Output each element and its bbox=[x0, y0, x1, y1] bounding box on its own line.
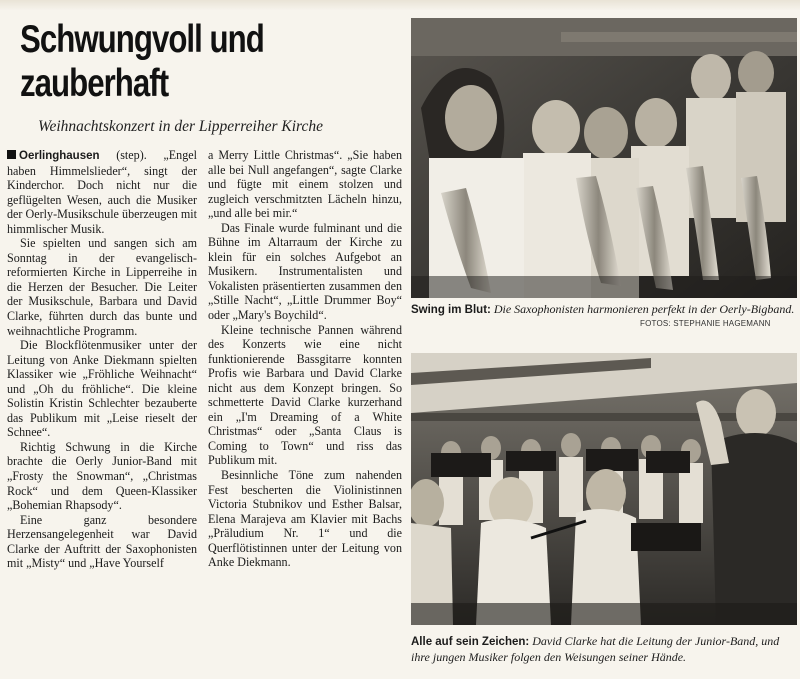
subtitle: Weihnachtskonzert in der Lipperreiher Kirche bbox=[38, 118, 323, 135]
lead-paragraph bbox=[7, 148, 197, 236]
headline-line-2: zauberhaft bbox=[20, 62, 169, 105]
paragraph: a Merry Little Christmas“. „Sie haben alle bei Null angefangen“, sagte Clarke und fügte mit einem stolzen und zugleich verschmitzten Lächeln hinzu, „und alle bei mir.“ bbox=[208, 148, 402, 221]
dateline: Oerlinghausen bbox=[19, 150, 100, 162]
paragraph: Sie spielten und sangen sich am Sonntag in der evangelisch-reformierten Kirche in Lipperreihe in die Herzen der Besucher. Die Leiter der Musikschule, Barbara und David Clarke, führten durch das bunte und weihnachtliche Programm. bbox=[7, 236, 197, 338]
paragraph: Die Blockflötenmusiker unter der Leitung von Anke Diekmann spielten Klassiker wie „Fröhliche Weihnacht“ und „Oh du fröhliche“. Die kleine Solistin Kristin Schlechter bezauberte das Publikum mit „Leise rieselt der Schnee“. bbox=[7, 338, 197, 440]
lead-text: (step). „Engel haben Himmelslieder“, singt der Kinderchor. Doch nicht nur die geflügelten Wesen, auch die Musiker der Oerly-Musikschule überzeugen mit himmlischer Musik. bbox=[7, 148, 197, 236]
caption-lead: Swing im Blut: bbox=[411, 304, 491, 316]
junior-band-photo bbox=[411, 353, 797, 625]
photo-2-caption bbox=[411, 634, 799, 665]
paragraph: Das Finale wurde fulminant und die Bühne im Altarraum der Kirche zu klein für ein solches Aufgebot an Musikern. Instrumentalisten und Vokalisten präsentierten zusammen den „Stille Nacht“, „Little Drummer Boy“ oder „Mary's Boychild“. bbox=[208, 220, 402, 323]
headline bbox=[20, 18, 320, 106]
paragraph: Besinnliche Töne zum nahenden Fest bescherten die Violinistinnen Victoria Stubnikov und Esther Balsar, Elena Marajeva am Klavier mit Bachs „Präludium Nr. 1“ und die Querflötistinnen unter der Leitung von Anke Diekmann. bbox=[208, 468, 402, 570]
caption-text: Die Saxophonisten harmonieren perfekt in der Oerly-Bigband. bbox=[490, 302, 795, 316]
bullet-square-icon bbox=[7, 150, 16, 159]
photo-1-caption bbox=[411, 302, 799, 318]
headline-line-1: Schwungvoll und bbox=[20, 18, 264, 61]
article-column-1 bbox=[7, 148, 197, 571]
paragraph: Eine ganz besondere Herzensangelegenheit war David Clarke der Auftritt der Saxophonisten mit „Misty“ und „Have Yourself bbox=[7, 512, 197, 571]
caption-text: David Clarke hat die Leitung der Junior-Band, und ihre jungen Musiker folgen den Weisungen seiner Hände. bbox=[411, 634, 780, 664]
photo-credit: FOTOS: STEPHANIE HAGEMANN bbox=[640, 319, 771, 328]
article-column-2 bbox=[208, 148, 402, 570]
page-top-shadow bbox=[0, 0, 800, 10]
paragraph: Kleine technische Pannen während des Konzerts wie eine nicht funktionierende Bassgitarre konnten Profis wie Barbara und David Clarke nicht aus dem Konzept bringen. So schmetterte David Clarke kurzerhand ein „I'm Dreaming of a White Christmas“ oder „Santa Claus is Coming to Town“ und riss das Publikum mit. bbox=[208, 322, 402, 468]
caption-lead: Alle auf sein Zeichen: bbox=[411, 636, 530, 648]
paragraph: Richtig Schwung in die Kirche brachte die Oerly Junior-Band mit „Frosty the Snowman“, „Christmas Rock“ und dem Queen-Klassiker „Bohemian Rhapsody“. bbox=[7, 439, 197, 513]
saxophonists-photo bbox=[411, 18, 797, 298]
